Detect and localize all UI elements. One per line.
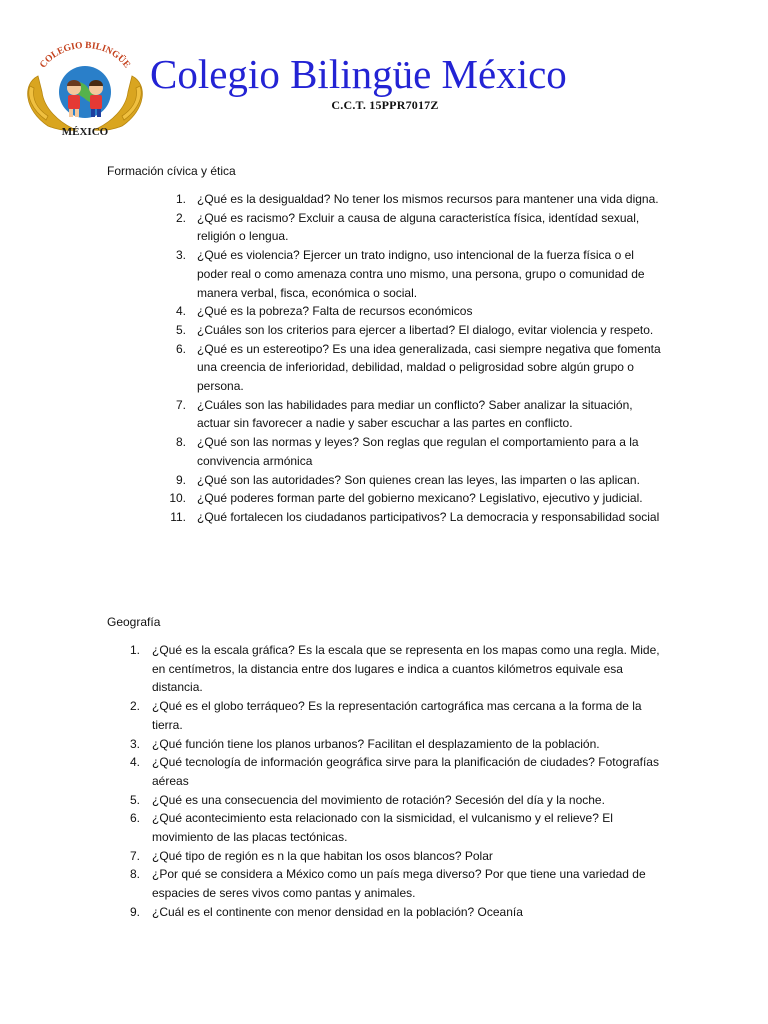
item-number: 9. — [175, 472, 186, 487]
list-item — [128, 809, 668, 846]
list-item — [128, 753, 668, 790]
list-item — [172, 209, 662, 246]
item-text: ¿Qué es la desigualdad? No tener los mismos recursos para mantener una vida digna. — [197, 192, 659, 206]
item-number: 6. — [129, 811, 140, 826]
item-number: 2. — [175, 210, 186, 225]
item-text: ¿Qué fortalecen los ciudadanos participativos? La democracia y responsabilidad social — [197, 509, 660, 524]
item-text: ¿Cuál es el continente con menor densidad en la población? Oceanía — [152, 904, 523, 919]
item-number: 5. — [129, 792, 140, 807]
item-number: 11. — [170, 509, 186, 524]
list-item — [169, 489, 662, 508]
item-text: ¿Qué es el globo terráqueo? Es la representación cartográfica mas cercana a la forma de la tierra. — [152, 699, 642, 732]
item-number: 3. — [129, 736, 140, 751]
item-text: ¿Qué es una consecuencia del movimiento de rotación? Secesión del día y la noche. — [152, 792, 605, 807]
item-text: ¿Qué acontecimiento esta relacionado con la sismicidad, el vulcanismo y el relieve? El movimiento de las placas tectónicas. — [152, 811, 613, 845]
list-item — [128, 697, 668, 734]
list-item — [128, 847, 668, 866]
item-number: 8. — [129, 867, 140, 882]
section-title-civica: Formación cívica y ética — [107, 164, 236, 178]
list-item — [172, 508, 662, 527]
civica-question-list — [169, 190, 662, 527]
geografia-question-list — [128, 641, 668, 922]
item-text: ¿Qué es la pobreza? Falta de recursos económicos — [197, 304, 473, 319]
item-text: ¿Qué función tiene los planos urbanos? Facilitan el desplazamiento de la población. — [152, 736, 600, 751]
logo-bottom-text: MÉXICO — [61, 126, 109, 138]
item-number: 6. — [175, 341, 186, 356]
item-number: 4. — [175, 304, 186, 319]
item-text: ¿Qué tecnología de información geográfica sirve para la planificación de ciudades? Fotografías aéreas — [152, 755, 659, 788]
list-item — [172, 340, 662, 396]
list-item — [128, 791, 668, 810]
list-item — [128, 865, 668, 902]
item-number: 9. — [129, 904, 140, 919]
item-number: 2. — [129, 699, 140, 714]
school-logo — [18, 36, 152, 140]
list-item — [172, 471, 662, 490]
item-text: ¿Por qué se considera a México como un país mega diverso? Por que tiene una variedad de espacies de seres vivos como pantas y animales. — [152, 867, 646, 901]
item-text: ¿Qué poderes forman parte del gobierno mexicano? Legislativo, ejecutivo y judicial. — [197, 491, 643, 506]
list-item — [128, 641, 668, 697]
item-text: ¿Qué es la escala gráfica? Es la escala que se representa en los mapas como una regla. Mide, en centímetros, la distancia entre dos lugares e indica a cuantos kilómetros equivale esa distancia. — [152, 643, 660, 695]
item-number: 7. — [129, 848, 140, 863]
cct-code: C.C.T. 15PPR7017Z — [331, 98, 439, 112]
svg-text:COLEGIO BILINGÜE — [38, 41, 131, 70]
item-number: 3. — [175, 248, 186, 263]
list-item — [172, 321, 662, 340]
item-number: 1. — [129, 643, 140, 657]
item-text: ¿Cuáles son los criterios para ejercer a libertad? El dialogo, evitar violencia y respeto. — [197, 322, 654, 337]
item-number: 4. — [129, 755, 140, 770]
section-title-geografia: Geografía — [107, 615, 161, 629]
item-text: ¿Qué son las normas y leyes? Son reglas que regulan el comportamiento para a la convivencia armónica — [197, 435, 639, 468]
list-item — [172, 190, 662, 209]
item-text: ¿Cuáles son las habilidades para mediar un conflicto? Saber analizar la situación, actuar sin favorecer a nadie y saber escuchar a las partes en conflicto. — [197, 397, 633, 431]
item-text: ¿Qué es racismo? Excluir a causa de alguna caracteristíca física, identídad sexual, religión o lengua. — [197, 210, 640, 244]
school-name-title: Colegio Bilingüe México — [150, 51, 567, 97]
list-item — [172, 246, 662, 302]
item-text: ¿Qué es violencia? Ejercer un trato indigno, uso intencional de la fuerza física o el poder real o como amenaza contra uno mismo, una persona, grupo o comunidad de manera verbal, fisca, económica o social. — [197, 248, 645, 300]
list-item — [172, 433, 662, 470]
item-text: ¿Qué es un estereotipo? Es una idea generalizada, casi siempre negativa que fomenta una creencia de inferioridad, debilidad, maldad o peligrosidad sobre algún grupo o persona. — [197, 341, 661, 394]
item-number: 10. — [169, 491, 186, 506]
item-number: 1. — [175, 192, 186, 206]
item-text: ¿Qué son las autoridades? Son quienes crean las leyes, las imparten o las aplican. — [197, 472, 640, 487]
list-item — [172, 396, 662, 433]
item-number: 5. — [175, 322, 186, 337]
list-item — [128, 903, 668, 922]
list-item — [172, 302, 662, 321]
item-number: 8. — [175, 435, 186, 450]
item-number: 7. — [175, 397, 186, 412]
list-item — [128, 735, 668, 754]
logo-arc-text: COLEGIO BILINGÜE — [38, 40, 132, 71]
item-text: ¿Qué tipo de región es n la que habitan los osos blancos? Polar — [152, 848, 493, 863]
